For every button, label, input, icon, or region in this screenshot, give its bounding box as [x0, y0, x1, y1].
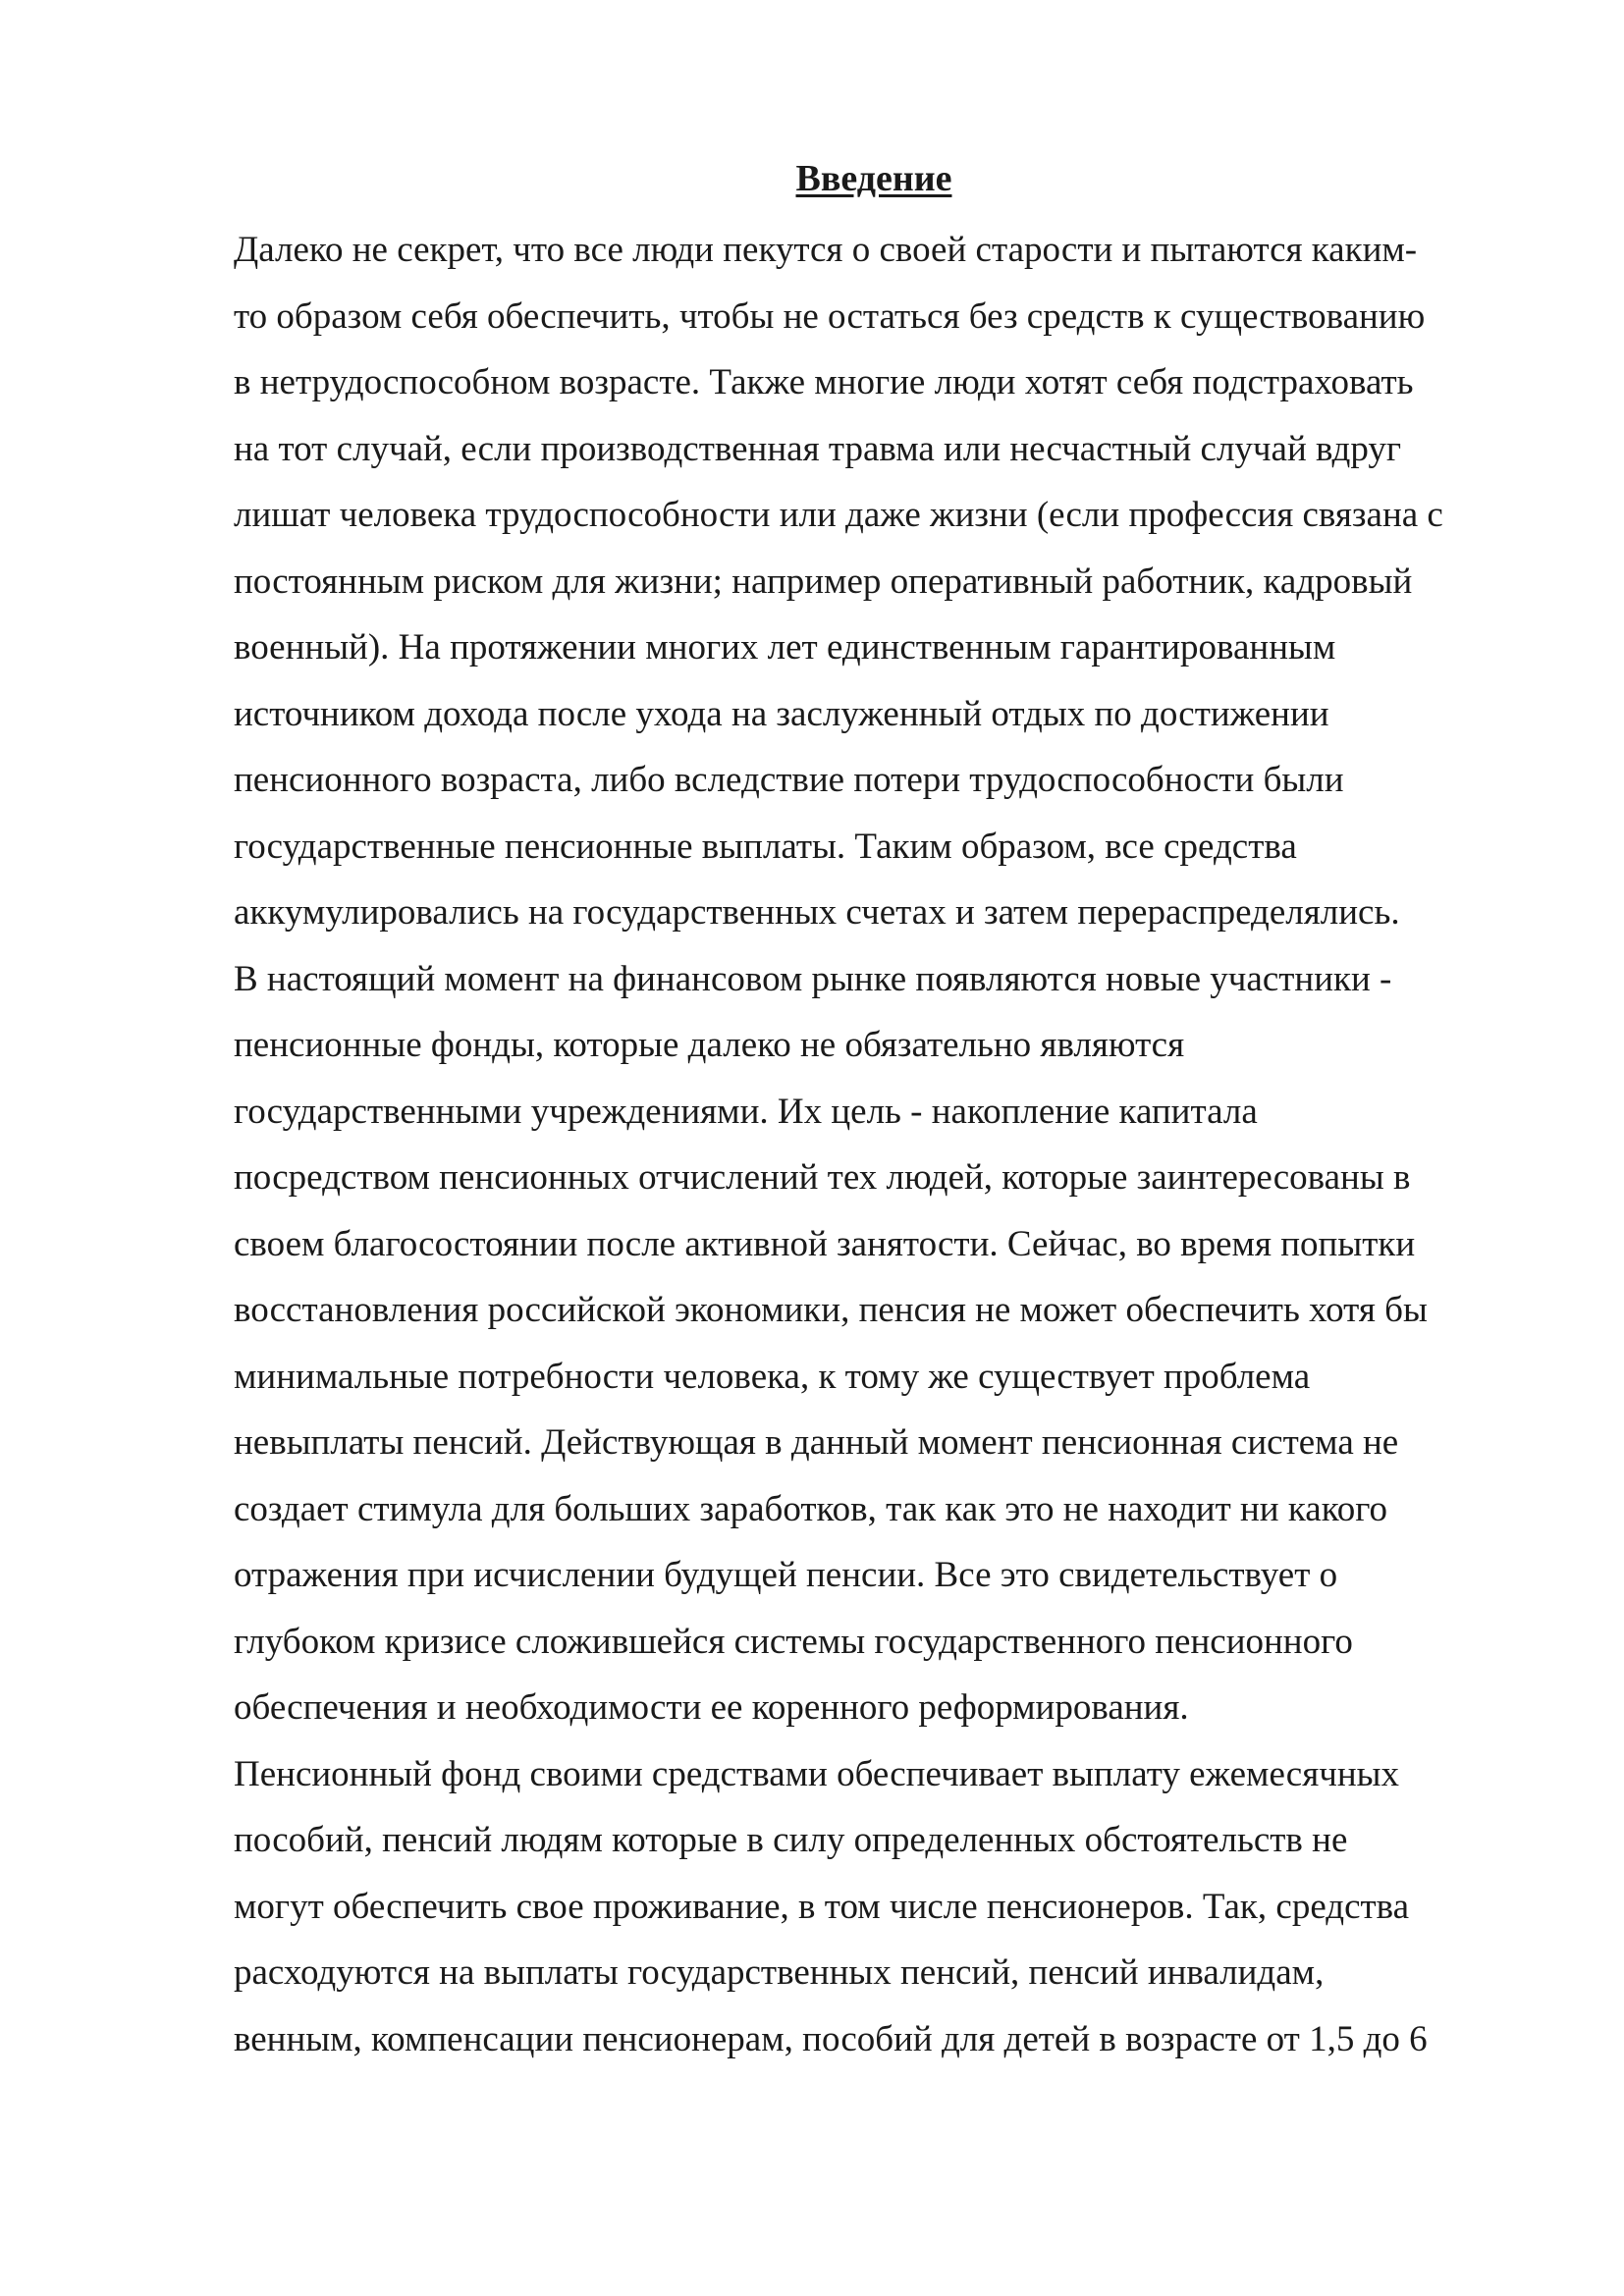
text-line: военный). На протяжении многих лет единственным гарантированным: [234, 627, 1336, 667]
text-line: создает стимула для больших заработков, так как это не находит ни какого: [234, 1488, 1388, 1529]
text-line: лишат человека трудоспособности или даже жизни (если профессия связана с: [234, 495, 1443, 535]
text-line: могут обеспечить свое проживание, в том числе пенсионеров. Так, средства: [234, 1886, 1410, 1927]
text-line: аккумулировались на государственных счетах и затем перераспределялись.: [234, 892, 1400, 933]
text-line: источником дохода после ухода на заслуженный отдых по достижении: [234, 693, 1329, 734]
text-line: отражения при исчислении будущей пенсии. Все это свидетельствует о: [234, 1555, 1338, 1595]
text-line: постоянным риском для жизни; например оперативный работник, кадровый: [234, 561, 1413, 602]
text-line: своем благосостоянии после активной занятости. Сейчас, во время попытки: [234, 1223, 1416, 1264]
text-line: на тот случай, если производственная травма или несчастный случай вдруг: [234, 428, 1402, 469]
text-line: венным, компенсации пенсионерам, пособий для детей в возрасте от 1,5 до 6: [234, 2018, 1428, 2059]
text-line: В настоящий момент на финансовом рынке появляются новые участники -: [234, 958, 1392, 999]
text-line: Далеко не секрет, что все люди пекутся о своей старости и пытаются каким-: [234, 230, 1418, 270]
document-body: [234, 217, 1549, 2072]
text-line: посредством пенсионных отчислений тех людей, которые заинтересованы в: [234, 1157, 1411, 1198]
text-line: глубоком кризисе сложившейся системы государственного пенсионного: [234, 1621, 1353, 1662]
text-line: пособий, пенсий людям которые в силу определенных обстоятельств не: [234, 1820, 1348, 1860]
text-line: обеспечения и необходимости ее коренного реформирования.: [234, 1687, 1189, 1728]
text-line: восстановления российской экономики, пенсия не может обеспечить хотя бы: [234, 1290, 1428, 1330]
text-line: минимальные потребности человека, к тому же существует проблема: [234, 1356, 1311, 1397]
text-line: государственными учреждениями. Их цель - накопление капитала: [234, 1091, 1258, 1132]
text-line: невыплаты пенсий. Действующая в данный момент пенсионная система не: [234, 1422, 1399, 1463]
text-line: то образом себя обеспечить, чтобы не остаться без средств к существованию: [234, 295, 1426, 337]
text-line: пенсионного возраста, либо вследствие потери трудоспособности были: [234, 760, 1344, 800]
text-line: Пенсионный фонд своими средствами обеспечивает выплату ежемесячных: [234, 1753, 1400, 1794]
text-line: пенсионные фонды, которые далеко не обязательно являются: [234, 1025, 1185, 1065]
page-title: Введение: [795, 158, 952, 199]
text-line: государственные пенсионные выплаты. Таким образом, все средства: [234, 826, 1297, 867]
text-line: расходуются на выплаты государственных пенсий, пенсий инвалидам,: [234, 1952, 1325, 1993]
text-line: в нетрудоспособном возрасте. Также многие люди хотят себя подстраховать: [234, 362, 1414, 402]
